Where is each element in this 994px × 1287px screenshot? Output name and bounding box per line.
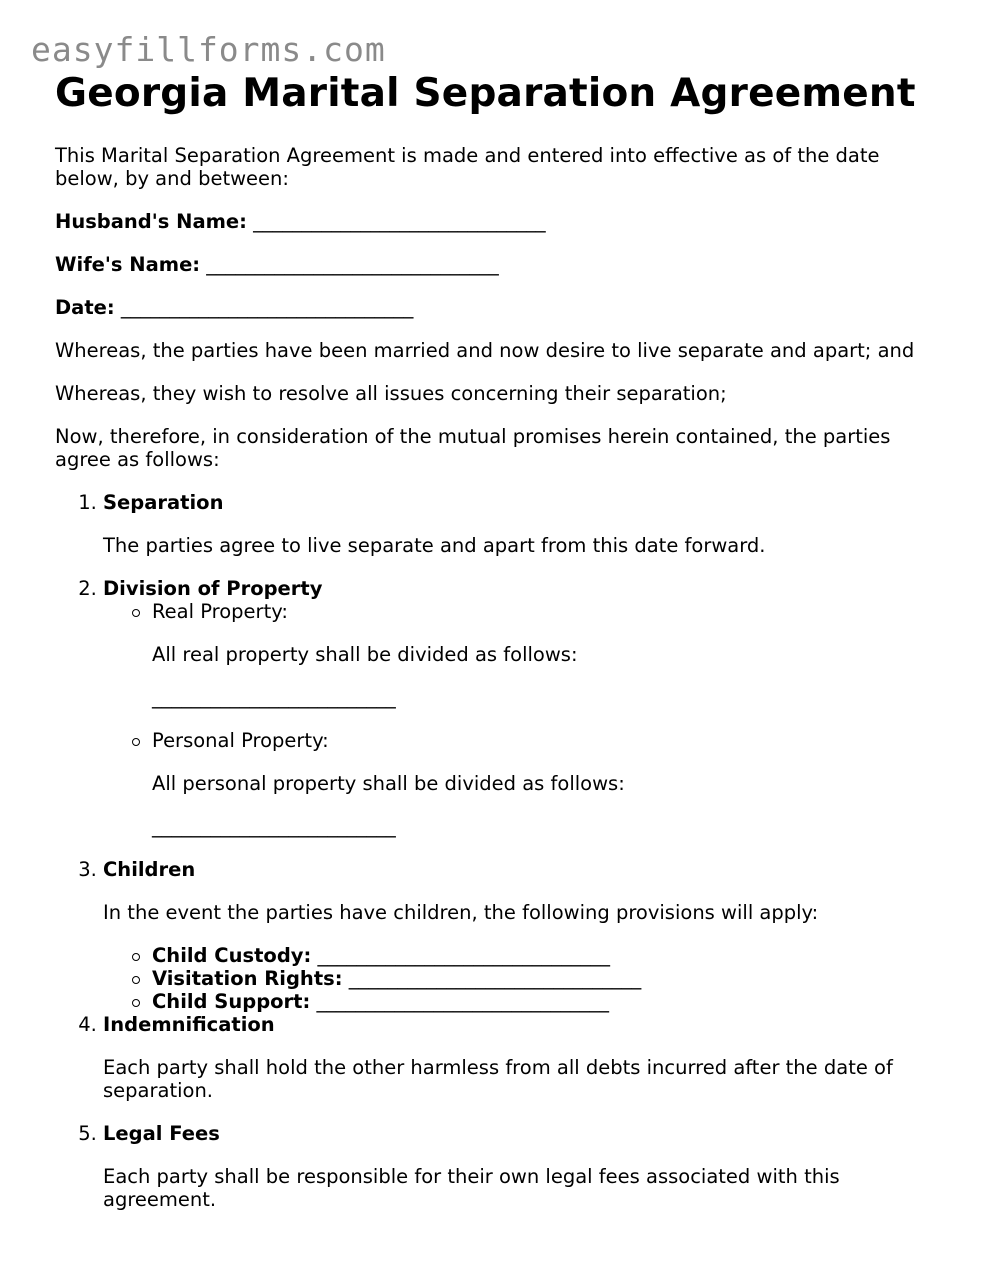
wife-name-field — [55, 253, 935, 276]
section-title: 5. Legal Fees — [103, 1122, 220, 1145]
watermark: easyfillforms.com — [31, 30, 386, 69]
whereas-resolve-paragraph: Whereas, they wish to resolve all issues concerning their separation; — [55, 382, 727, 405]
child-custody-item — [152, 944, 935, 967]
personal-property-item — [152, 729, 935, 838]
personal-property-label: Personal Property: — [152, 729, 329, 752]
section-text: Each party shall be responsible for their own legal fees associated with this agreement. — [103, 1165, 840, 1211]
date-blank[interactable]: ______________________________ — [120, 296, 414, 319]
document-page — [55, 70, 935, 1211]
visitation-rights-blank[interactable]: ______________________________ — [348, 967, 642, 990]
child-support-item — [152, 990, 935, 1013]
now-therefore-paragraph: Now, therefore, in consideration of the mutual promises herein contained, the parties agree as follows: — [55, 425, 891, 471]
date-label: Date: — [55, 296, 115, 319]
intro-paragraph: This Marital Separation Agreement is made and entered into effective as of the date below, by and between: — [55, 144, 880, 190]
husband-name-blank[interactable]: ______________________________ — [253, 210, 546, 233]
child-support-blank[interactable]: ______________________________ — [316, 990, 609, 1013]
visitation-rights-item — [152, 967, 935, 990]
personal-property-text: All personal property shall be divided as follows: — [152, 772, 625, 795]
visitation-rights-label: Visitation Rights: — [152, 967, 343, 990]
section-title: 4. Indemnification — [103, 1013, 275, 1036]
section-text: The parties agree to live separate and apart from this date forward. — [103, 534, 766, 557]
personal-property-blank[interactable]: _________________________ — [152, 815, 396, 838]
child-custody-blank[interactable]: ______________________________ — [317, 944, 610, 967]
children-sublist — [103, 944, 935, 1013]
real-property-blank[interactable]: _________________________ — [152, 686, 396, 709]
section-title: 1. Separation — [103, 491, 224, 514]
section-separation — [103, 491, 935, 557]
real-property-label: Real Property: — [152, 600, 288, 623]
section-division-of-property — [103, 577, 935, 838]
real-property-text: All real property shall be divided as follows: — [152, 643, 578, 666]
wife-name-label: Wife's Name: — [55, 253, 201, 276]
section-title: 3. Children — [103, 858, 196, 881]
real-property-item — [152, 600, 935, 709]
section-children — [103, 858, 935, 1013]
sections-list — [55, 491, 935, 1211]
child-support-label: Child Support: — [152, 990, 311, 1013]
husband-name-label: Husband's Name: — [55, 210, 247, 233]
wife-name-blank[interactable]: ______________________________ — [206, 253, 499, 276]
section-legal-fees — [103, 1122, 935, 1211]
section-text: Each party shall hold the other harmless from all debts incurred after the date of separation. — [103, 1056, 893, 1102]
section-indemnification — [103, 1013, 935, 1102]
page-title: Georgia Marital Separation Agreement — [55, 71, 916, 116]
property-sublist — [103, 600, 935, 838]
husband-name-field — [55, 210, 935, 233]
section-title: 2. Division of Property — [103, 577, 323, 600]
whereas-married-paragraph: Whereas, the parties have been married and now desire to live separate and apart; and — [55, 339, 915, 362]
date-field — [55, 296, 935, 319]
section-text: In the event the parties have children, the following provisions will apply: — [103, 901, 819, 924]
child-custody-label: Child Custody: — [152, 944, 312, 967]
